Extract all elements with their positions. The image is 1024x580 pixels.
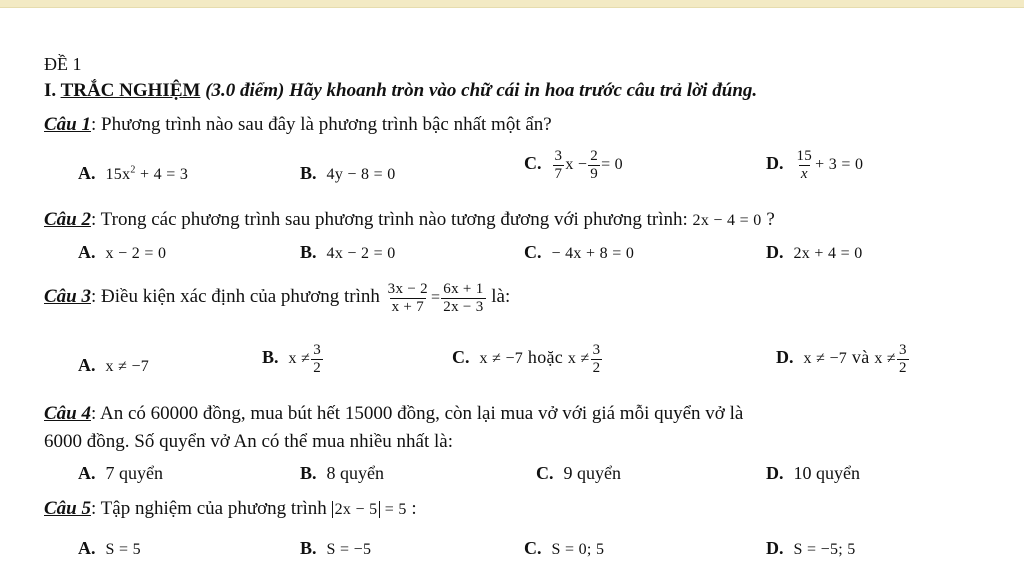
q2-option-b[interactable] [300, 242, 396, 263]
q5-option-b[interactable] [300, 538, 371, 559]
question-end: ? [761, 209, 775, 230]
option-letter: C. [524, 242, 542, 262]
option-equation: S = −5; 5 [793, 541, 856, 558]
question-label: Câu 1 [44, 114, 91, 135]
option-equation: S = 0; 5 [551, 541, 605, 558]
option-letter: A. [78, 242, 96, 262]
q1-option-d[interactable] [766, 148, 863, 183]
q1-option-a[interactable] [78, 163, 188, 184]
option-text: 8 quyển [326, 463, 385, 483]
q1-option-c[interactable] [524, 148, 623, 183]
option-text: 7 quyển [105, 463, 163, 483]
option-text: 9 quyển [563, 463, 621, 483]
option-text: 10 quyển [793, 463, 860, 483]
q2-option-c[interactable] [524, 242, 634, 263]
question-4-line-2: 6000 đồng. Số quyển vở An có thể mua nhiều nhất là: [44, 431, 453, 452]
option-equation: x ≠ −7 và x ≠ $\frac{3}{2}$ [803, 342, 907, 376]
question-2 [44, 209, 775, 231]
q4-option-d[interactable] [766, 463, 860, 484]
q3-option-c[interactable] [452, 342, 603, 377]
option-letter: D. [766, 153, 784, 174]
q4-option-c[interactable] [536, 463, 621, 484]
option-letter: B. [300, 242, 317, 262]
option-letter: A. [78, 355, 96, 375]
q4-option-a[interactable] [78, 463, 163, 484]
question-end: : [406, 498, 417, 519]
top-border [0, 0, 1024, 8]
option-letter: C. [524, 153, 542, 174]
question-3 [44, 281, 510, 316]
question-text: : An có 60000 đồng, mua bút hết 15000 đồng, còn lại mua vở với giá mỗi quyển vở là [91, 403, 744, 424]
section-points: (3.0 điểm) [200, 80, 285, 101]
option-letter: C. [452, 347, 470, 368]
q3-option-b[interactable] [262, 342, 324, 377]
option-letter: B. [300, 538, 317, 558]
question-equation: $\frac{3x - 2}{x + 7}$ = $\frac{6x + 1}{2x - 3}$ [387, 281, 484, 315]
option-equation: $15x^2 + 4 = 3$ [105, 164, 189, 183]
q5-option-d[interactable] [766, 538, 856, 559]
question-end: là: [486, 286, 511, 308]
question-text: : Trong các phương trình sau phương trình nào tương đương với phương trình: [91, 209, 688, 230]
question-label: Câu 2 [44, 209, 91, 230]
question-text: : Tập nghiệm của phương trình [91, 498, 327, 519]
question-equation: 2x − 5 = 5 [332, 501, 407, 518]
q3-option-d[interactable] [776, 342, 910, 377]
option-letter: C. [536, 463, 554, 483]
option-equation: x ≠ −7 [105, 358, 150, 375]
section-instruction: Hãy khoanh tròn vào chữ cái in hoa trước câu trả lời đúng. [284, 80, 758, 101]
option-letter: D. [766, 538, 784, 558]
question-4 [44, 403, 743, 425]
question-text: : Phương trình nào sau đây là phương trình bậc nhất một ẩn? [91, 114, 552, 135]
option-equation: 4y − 8 = 0 [326, 166, 396, 183]
question-equation: 2x − 4 = 0 [692, 212, 762, 229]
q2-option-a[interactable] [78, 242, 166, 263]
option-letter: C. [524, 538, 542, 558]
option-equation: 4x − 2 = 0 [326, 245, 396, 262]
question-label: Câu 3 [44, 286, 91, 308]
option-letter: A. [78, 463, 96, 483]
option-equation: − 4x + 8 = 0 [551, 245, 635, 262]
option-equation: x ≠ $\frac{3}{2}$ [288, 342, 322, 376]
option-letter: D. [776, 347, 794, 368]
option-letter: A. [78, 163, 96, 183]
q2-option-d[interactable] [766, 242, 863, 263]
section-prefix: I. [44, 80, 61, 101]
q5-option-a[interactable] [78, 538, 141, 559]
option-equation: 2x + 4 = 0 [793, 245, 863, 262]
question-label: Câu 5 [44, 498, 91, 519]
option-letter: B. [300, 163, 317, 183]
option-equation: S = 5 [105, 541, 141, 558]
option-equation: $\frac{15}{x}$ + 3 = 0 [796, 148, 864, 182]
exam-title: ĐỀ 1 [44, 54, 82, 74]
cut-off-next-line [44, 574, 274, 580]
section-title: TRẮC NGHIỆM [60, 80, 201, 101]
question-text: : Điều kiện xác định của phương trình [91, 286, 380, 308]
question-5 [44, 498, 417, 520]
q3-option-a[interactable] [78, 355, 149, 376]
question-label: Câu 4 [44, 403, 91, 424]
q5-option-c[interactable] [524, 538, 604, 559]
option-equation: x ≠ −7 hoặc x ≠ $\frac{3}{2}$ [479, 342, 601, 376]
option-equation: x − 2 = 0 [105, 245, 167, 262]
option-letter: B. [300, 463, 317, 483]
option-letter: A. [78, 538, 96, 558]
q1-option-b[interactable] [300, 163, 396, 184]
option-letter: D. [766, 242, 784, 262]
option-letter: D. [766, 463, 784, 483]
option-equation: S = −5 [326, 541, 372, 558]
question-1 [44, 114, 552, 136]
q4-option-b[interactable] [300, 463, 384, 484]
option-equation: $\frac{3}{7}$ x − $\frac{2}{9}$ = 0 [554, 148, 623, 182]
section-heading [44, 80, 757, 102]
option-letter: B. [262, 347, 279, 368]
